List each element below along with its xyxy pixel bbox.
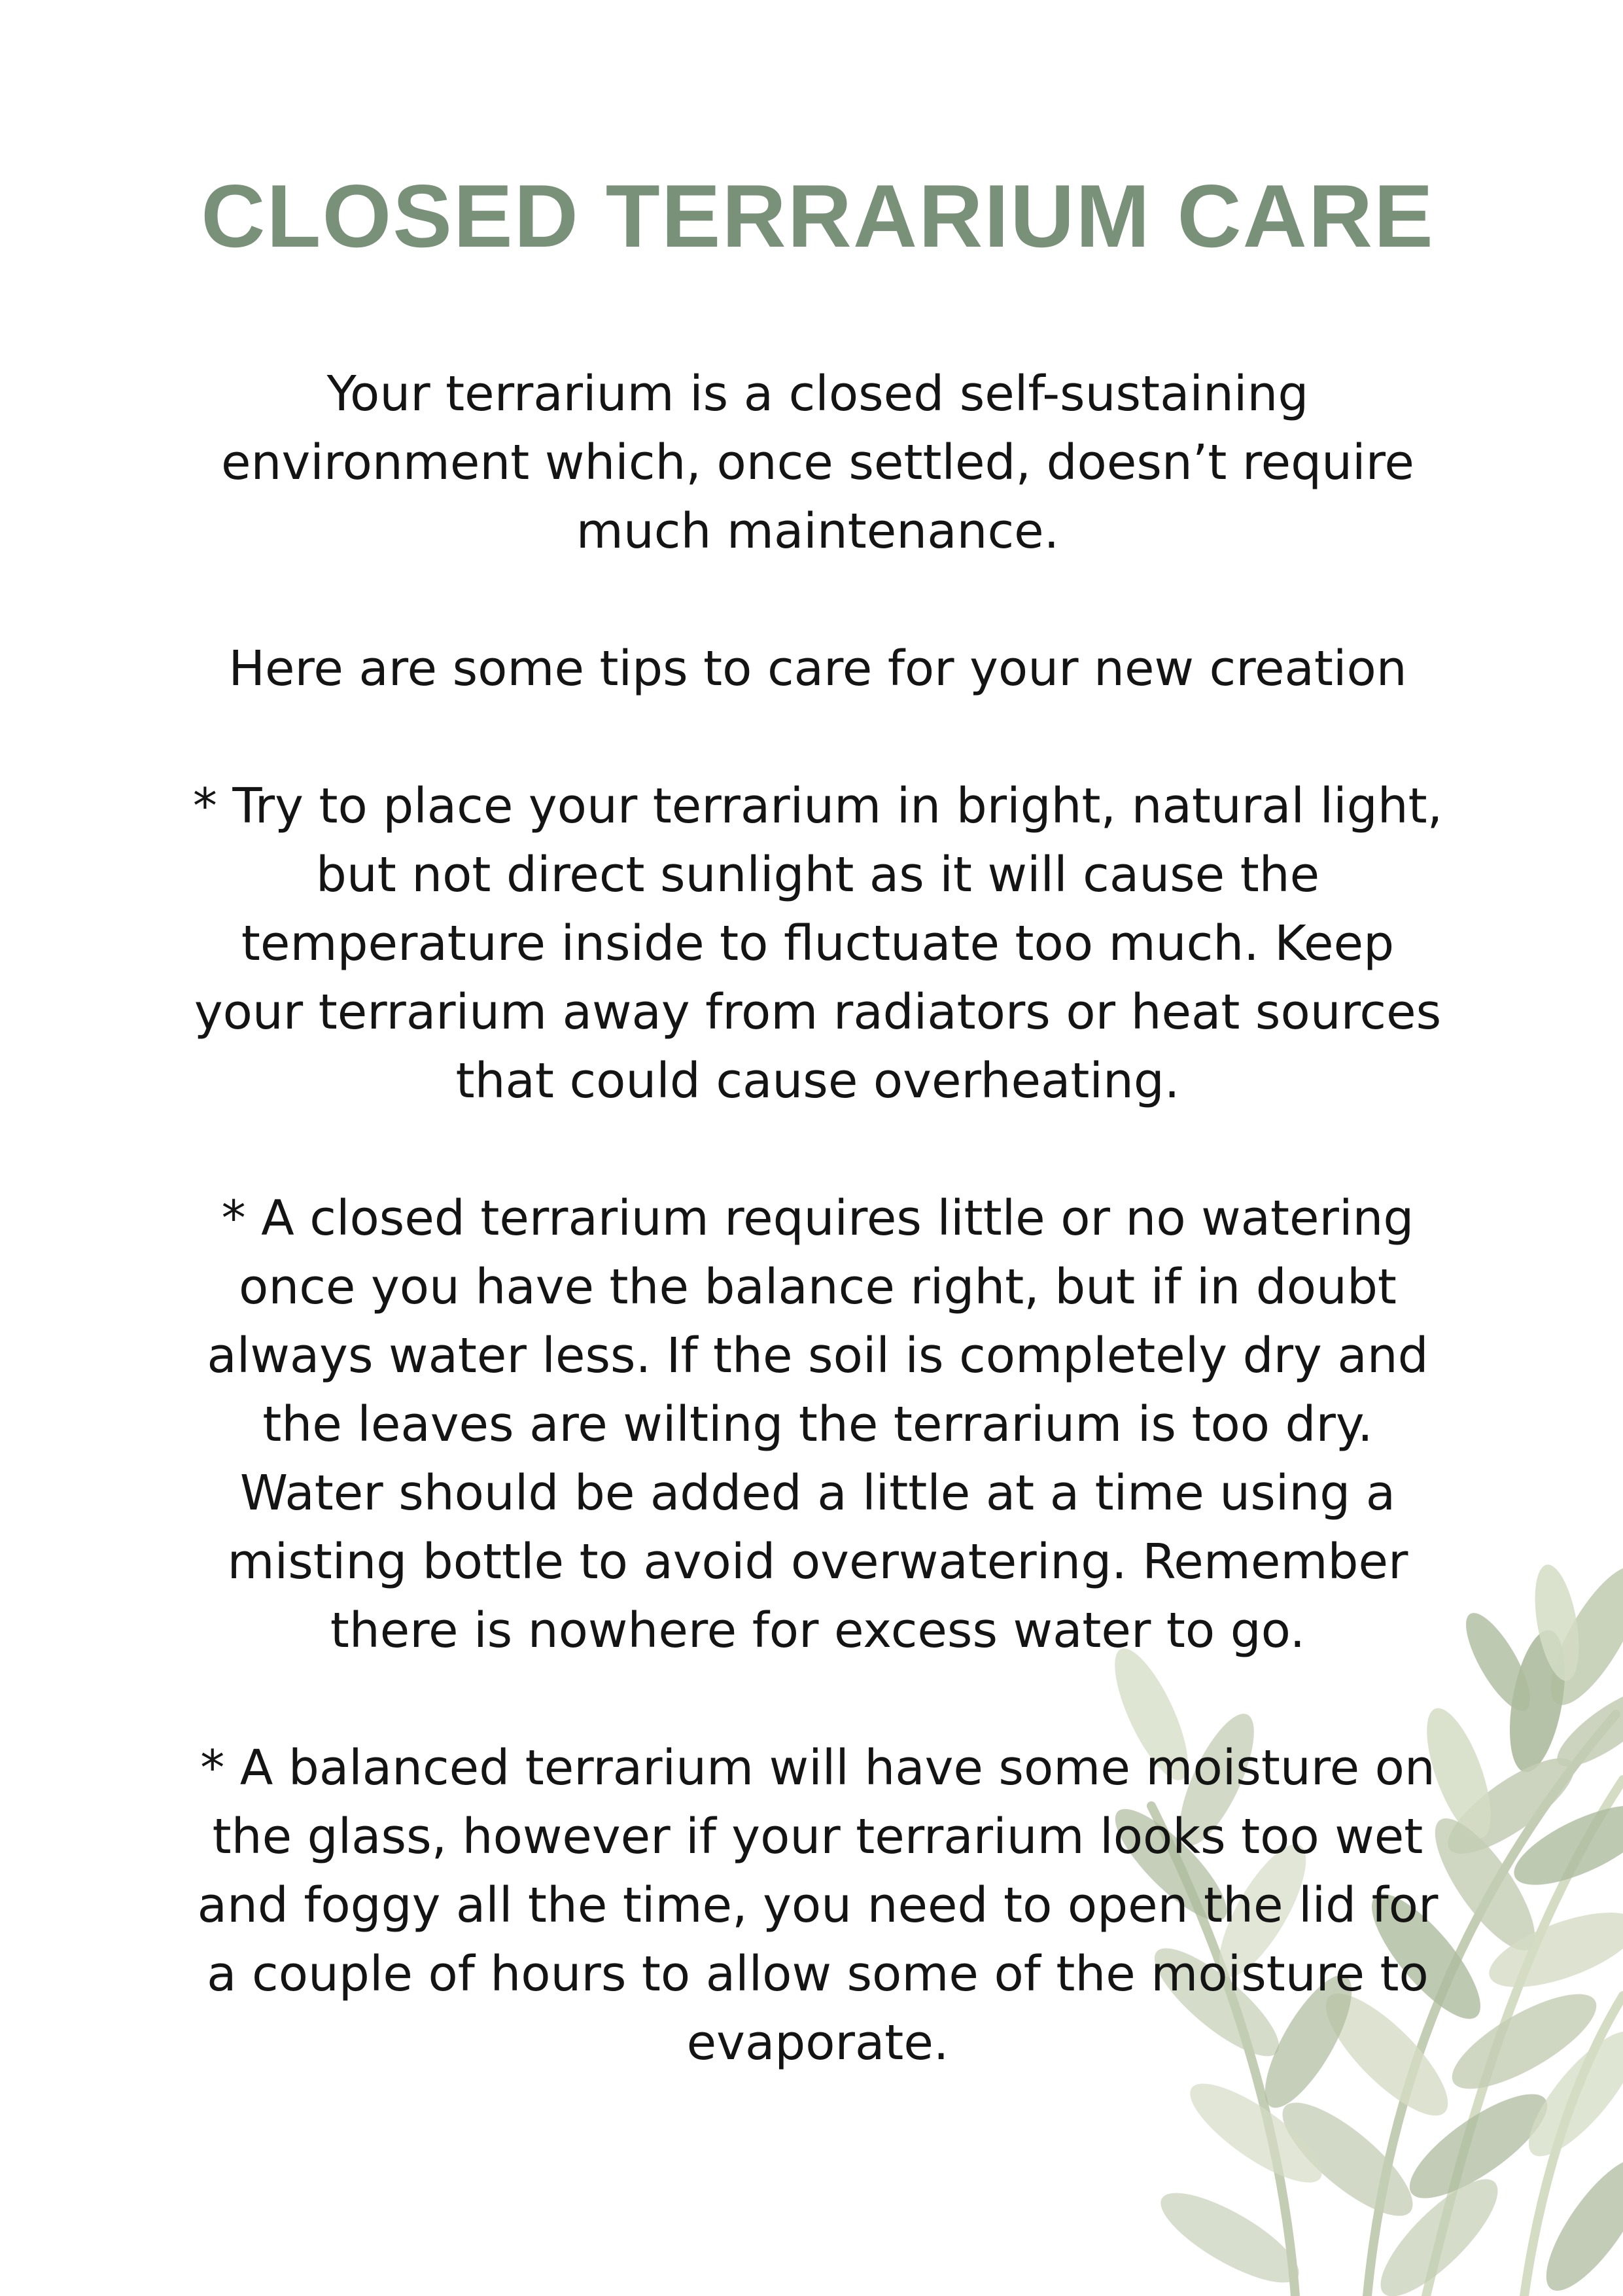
- paragraph-gap: [144, 1116, 1492, 1184]
- text-line: * Try to place your terrarium in bright, natural light,: [192, 778, 1443, 834]
- paragraph-gap: [144, 1665, 1492, 1734]
- text-line: there is nowhere for excess water to go.: [330, 1602, 1306, 1659]
- text-line: * A balanced terrarium will have some moisture on: [200, 1740, 1435, 1796]
- text-line: the leaves are wilting the terrarium is too dry.: [262, 1396, 1373, 1453]
- text-line: misting bottle to avoid overwatering. Remember: [227, 1534, 1408, 1590]
- paragraph-gap: [144, 703, 1492, 772]
- paragraph-gap: [144, 566, 1492, 635]
- care-content: [144, 164, 1492, 2077]
- text-line: Here are some tips to care for your new creation: [228, 641, 1407, 697]
- text-line: your terrarium away from radiators or heat sources: [194, 984, 1442, 1040]
- text-line: Your terrarium is a closed self-sustaining: [326, 366, 1309, 422]
- text-line: evaporate.: [686, 2015, 949, 2071]
- text-line: but not direct sunlight as it will cause the: [315, 847, 1320, 903]
- tip-light-paragraph: [144, 772, 1492, 1116]
- text-line: always water less. If the soil is completely dry and: [207, 1328, 1429, 1384]
- text-line: Water should be added a little at a time using a: [239, 1465, 1396, 1521]
- tip-moisture-paragraph: [144, 1734, 1492, 2077]
- text-line: that could cause overheating.: [455, 1053, 1180, 1109]
- text-line: a couple of hours to allow some of the moisture to: [207, 1946, 1429, 2002]
- tips-heading: [144, 635, 1492, 703]
- text-line: environment which, once settled, doesn’t require: [221, 434, 1414, 491]
- text-line: once you have the balance right, but if in doubt: [239, 1259, 1397, 1315]
- leaf-shape: [1529, 2146, 1623, 2296]
- text-line: the glass, however if your terrarium looks too wet: [212, 1809, 1423, 1865]
- page-title: CLOSED TERRARIUM CARE: [201, 166, 1435, 266]
- text-line: and foggy all the time, you need to open the lid for: [197, 1877, 1439, 1934]
- tip-water-paragraph: [144, 1184, 1492, 1665]
- text-line: much maintenance.: [576, 503, 1060, 559]
- text-line: * A closed terrarium requires little or no watering: [221, 1190, 1414, 1246]
- text-line: temperature inside to fluctuate too much. Keep: [241, 915, 1395, 972]
- intro-paragraph: [144, 360, 1492, 566]
